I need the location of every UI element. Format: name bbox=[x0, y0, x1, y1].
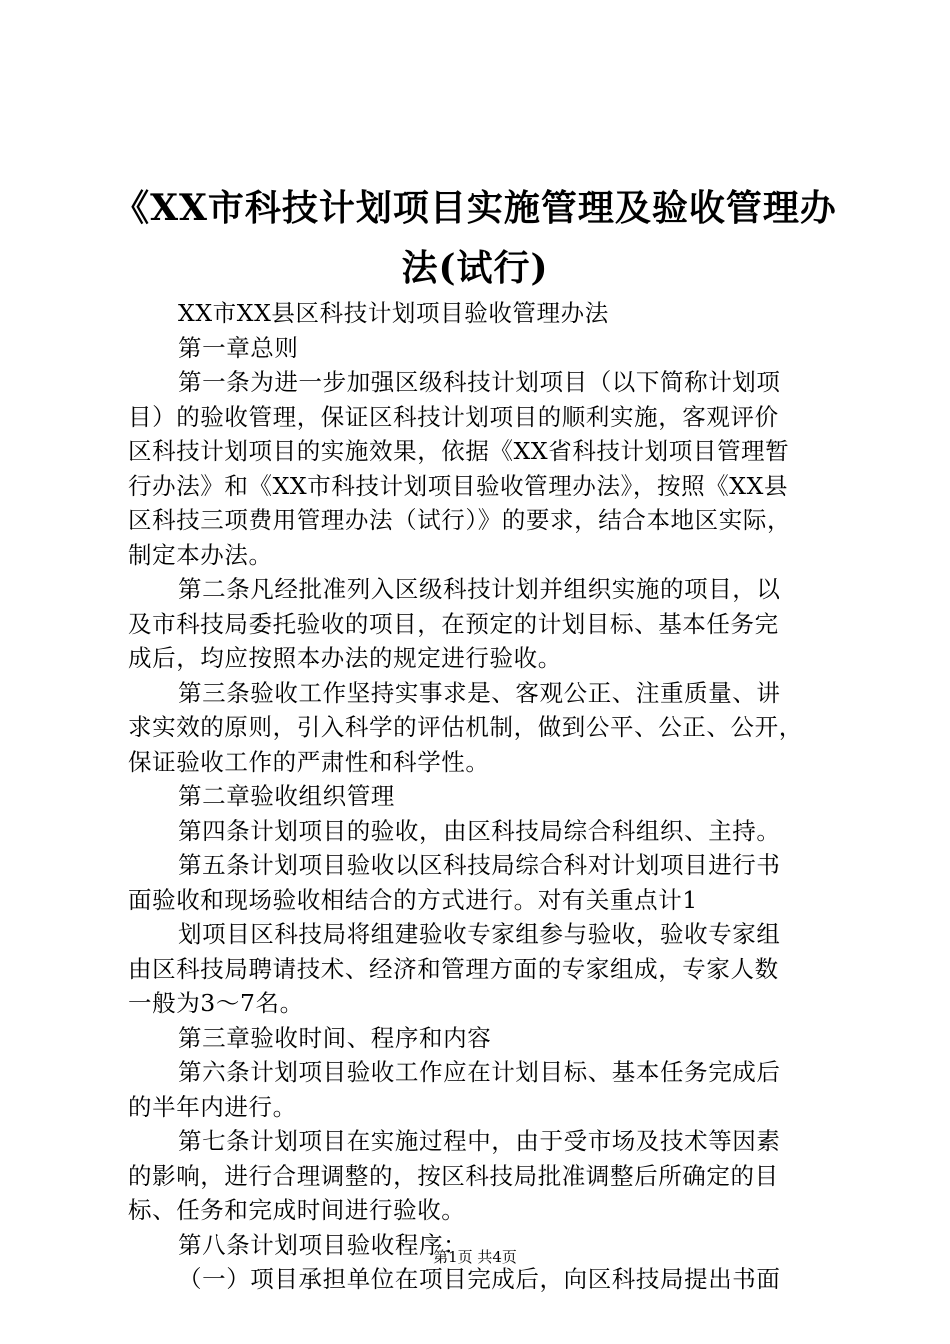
body-line: 保证验收工作的严肃性和科学性。 bbox=[128, 747, 490, 776]
document-title-line-1: 《XX市科技计划项目实施管理及验收管理办 bbox=[113, 187, 837, 229]
body-line: 第四条计划项目的验收，由区科技局综合科组织、主持。 bbox=[178, 816, 781, 845]
body-line: 区科技计划项目的实施效果，依据《XX省科技计划项目管理暂 bbox=[128, 437, 790, 465]
document-body bbox=[128, 296, 833, 1297]
body-line: 第六条计划项目验收工作应在计划目标、基本任务完成后 bbox=[178, 1058, 781, 1086]
page-footer: 第1页 共4页 bbox=[433, 1248, 517, 1266]
body-line: 制定本办法。 bbox=[128, 540, 273, 569]
body-line: 划项目区科技局将组建验收专家组参与验收，验收专家组 bbox=[178, 920, 781, 948]
body-line: 成后，均应按照本办法的规定进行验收。 bbox=[128, 644, 562, 672]
body-line: 第五条计划项目验收以区科技局综合科对计划项目进行书 bbox=[178, 851, 781, 879]
body-line: 第二章验收组织管理 bbox=[178, 782, 395, 810]
body-line: 第三条验收工作坚持实事求是、客观公正、注重质量、讲 bbox=[178, 678, 781, 707]
body-line: 第二条凡经批准列入区级科技计划并组织实施的项目，以 bbox=[178, 575, 781, 603]
body-line: 第八条计划项目验收程序： bbox=[178, 1230, 468, 1259]
body-line: 及市科技局委托验收的项目，在预定的计划目标、基本任务完 bbox=[128, 609, 779, 638]
body-line: 面验收和现场验收相结合的方式进行。对有关重点计1 bbox=[128, 885, 698, 914]
body-line: 第一章总则 bbox=[178, 333, 299, 362]
body-line: 第三章验收时间、程序和内容 bbox=[178, 1023, 492, 1052]
body-line: 目）的验收管理，保证区科技计划项目的顺利实施，客观评价 bbox=[128, 402, 779, 431]
body-line: 区科技三项费用管理办法（试行）》的要求，结合本地区实际， bbox=[128, 506, 792, 534]
body-line: 行办法》和《XX市科技计划项目验收管理办法》，按照《XX县 bbox=[128, 471, 789, 500]
body-line: 求实效的原则，引入科学的评估机制，做到公平、公正、公开， bbox=[128, 713, 803, 741]
body-line: 标、任务和完成时间进行验收。 bbox=[128, 1196, 466, 1224]
document-title-line-2: 法(试行) bbox=[401, 247, 549, 289]
body-line: 的半年内进行。 bbox=[128, 1092, 297, 1121]
body-line: 的影响，进行合理调整的，按区科技局批准调整后所确定的目 bbox=[128, 1161, 779, 1190]
body-line: XX市XX县区科技计划项目验收管理办法 bbox=[178, 299, 609, 327]
body-line: 由区科技局聘请技术、经济和管理方面的专家组成，专家人数 bbox=[128, 954, 779, 983]
body-line: （一）项目承担单位在项目完成后，向区科技局提出书面 bbox=[178, 1265, 781, 1293]
body-line: 第一条为进一步加强区级科技计划项目（以下简称计划项 bbox=[178, 368, 781, 396]
body-line: 一般为3～7名。 bbox=[128, 989, 304, 1017]
body-line: 第七条计划项目在实施过程中，由于受市场及技术等因素 bbox=[178, 1127, 781, 1155]
